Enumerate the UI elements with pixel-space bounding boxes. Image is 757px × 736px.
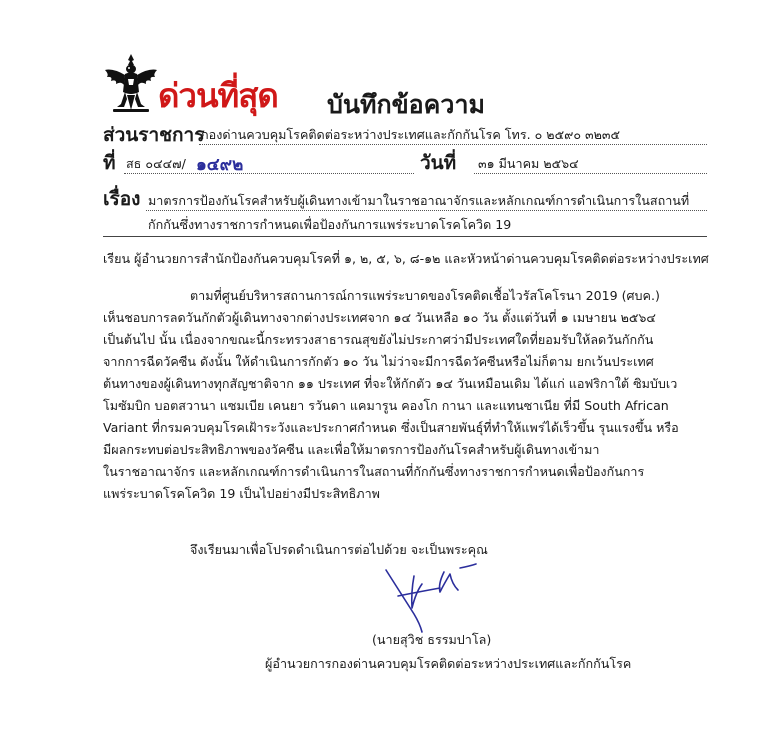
subject-label: เรื่อง (103, 188, 141, 210)
body-line: โมซัมบิก บอตสวานา แซมเบีย เคนยา รวันดา แคมารูน คองโก กานา และแทนซาเนีย ที่มี South African (103, 398, 669, 413)
body-line: ในราชอาณาจักร และหลักเกณฑ์การดำเนินการในสถานที่กักกันซึ่งทางราชการกำหนดเพื่อป้องกันการ (103, 464, 645, 479)
subject-line-1: มาตรการป้องกันโรคสำหรับผู้เดินทางเข้ามาในราชอาณาจักรและหลักเกณฑ์การดำเนินการในสถานที่ (148, 193, 690, 208)
ref-label: ที่ (103, 152, 116, 174)
closing-line: จึงเรียนมาเพื่อโปรดดำเนินการต่อไปด้วย จะเป็นพระคุณ (190, 542, 488, 557)
ref-handwritten-number: ๑๔๙๒ (196, 155, 244, 175)
agency-label: ส่วนราชการ (103, 124, 205, 146)
body-line: แพร่ระบาดโรคโควิด 19 เป็นไปอย่างมีประสิทธิภาพ (103, 486, 380, 501)
body-line: เป็นต้นไป นั้น เนื่องจากขณะนี้กระทรวงสาธารณสุขยังไม่ประกาศว่ามีประเทศใดที่ยอมรับให้ลดวันกักกัน (103, 332, 654, 347)
agency-dotted-line (199, 144, 707, 145)
ref-dotted-line (124, 173, 414, 174)
subject-dotted-line (146, 210, 707, 211)
body-line: เห็นชอบการลดวันกักตัวผู้เดินทางจากต่างประเทศจาก ๑๔ วันเหลือ ๑๐ วัน ตั้งแต่วันที่ ๑ เมษายน ๒๕๖๔ (103, 310, 656, 325)
body-line: มีผลกระทบต่อประสิทธิภาพของวัคซีน และเพื่อให้มาตรการป้องกันโรคสำหรับผู้เดินทางเข้ามา (103, 442, 600, 457)
body-line: Variant ที่กรมควบคุมโรคเฝ้าระวังและประกาศกำหนด ซึ่งเป็นสายพันธุ์ที่ทำให้แพร่ได้เร็วขึ้น รุนแรงขึ้น หรือ (103, 420, 679, 435)
ref-value: สธ ๐๔๔๗/ (126, 156, 186, 171)
salutation: เรียน ผู้อำนวยการสำนักป้องกันควบคุมโรคที่ ๑, ๒, ๕, ๖, ๘-๑๒ และหัวหน้าด่านควบคุมโรคติดต่อระหว่างประเทศ (103, 251, 709, 266)
urgency-stamp: ด่วนที่สุด (158, 76, 278, 115)
agency-value: กองด่านควบคุมโรคติดต่อระหว่างประเทศและกักกันโรค โทร. ๐ ๒๕๙๐ ๓๒๓๕ (201, 127, 621, 142)
signatory-name: (นายสุวิช ธรรมปาโล) (372, 632, 492, 647)
header-separator (103, 236, 707, 237)
handwritten-signature-icon (378, 562, 488, 634)
signatory-position: ผู้อำนวยการกองด่านควบคุมโรคติดต่อระหว่างประเทศและกักกันโรค (265, 656, 632, 671)
date-label: วันที่ (420, 152, 457, 174)
memo-title: บันทึกข้อความ (327, 90, 485, 119)
date-value: ๓๑ มีนาคม ๒๕๖๔ (478, 156, 579, 171)
body-line: ตามที่ศูนย์บริหารสถานการณ์การแพร่ระบาดของโรคติดเชื้อไวรัสโคโรนา 2019 (ศบค.) (190, 288, 660, 303)
garuda-emblem-icon (103, 52, 159, 114)
body-line: ต้นทางของผู้เดินทางทุกสัญชาติจาก ๑๑ ประเทศ ที่จะให้กักตัว ๑๔ วันเหมือนเดิม ได้แก่ แอฟริกาใต้ ซิมบับเว (103, 376, 678, 391)
subject-line-2: กักกันซึ่งทางราชการกำหนดเพื่อป้องกันการแพร่ระบาดโรคโควิด 19 (148, 217, 512, 232)
body-line: จากการฉีดวัคซีน ดังนั้น ให้ดำเนินการกักตัว ๑๐ วัน ไม่ว่าจะมีการฉีดวัคซีนหรือไม่ก็ตาม ยกเว้นประเทศ (103, 354, 654, 369)
date-dotted-line (474, 173, 707, 174)
